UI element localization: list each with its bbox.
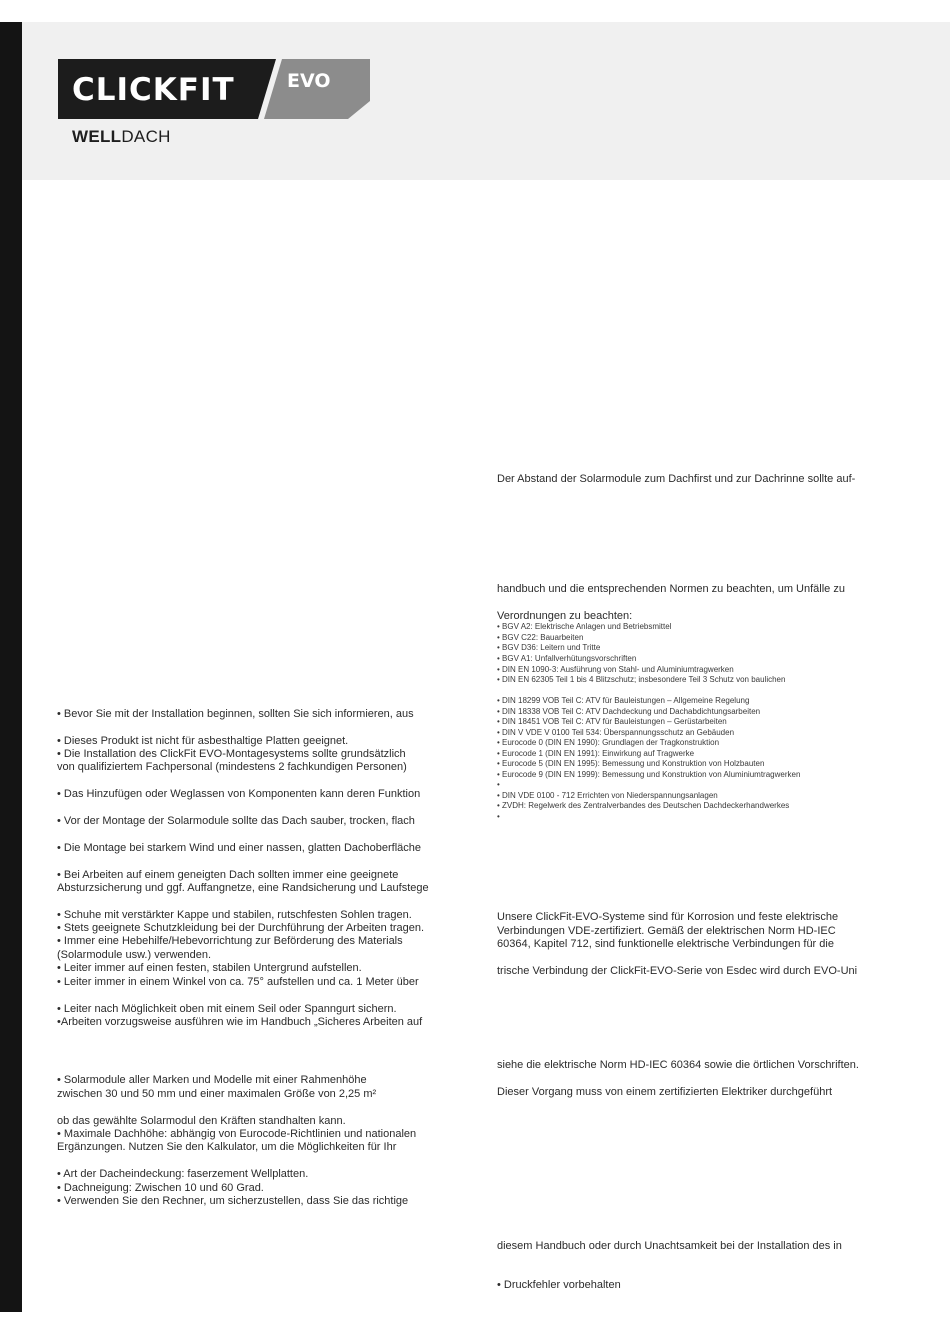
regulation-item: • DIN 18451 VOB Teil C: ATV für Bauleistungen – Gerüstarbeiten: [497, 717, 727, 726]
logo-badge: EVO: [287, 70, 331, 92]
regulation-item: • BGV A2: Elektrische Anlagen und Betriebsmittel: [497, 622, 672, 631]
regulation-item: • BGV A1: Unfallverhütungsvorschriften: [497, 654, 637, 663]
left-text-line: • Die Montage bei starkem Wind und einer nassen, glatten Dachoberfläche: [57, 842, 421, 854]
regulation-item: •: [497, 812, 500, 821]
left-text-line: Ergänzungen. Nutzen Sie den Kalkulator, um die Möglichkeiten für Ihr: [57, 1141, 397, 1153]
regulation-item: • Eurocode 9 (DIN EN 1999): Bemessung und Konstruktion von Aluminiumtragwerken: [497, 770, 801, 779]
left-text-line: • Die Installation des ClickFit EVO-Montagesystems sollte grundsätzlich: [57, 748, 406, 760]
regulation-item: • DIN VDE 0100 - 712 Errichten von Niederspannungsanlagen: [497, 791, 718, 800]
subtitle-regular: DACH: [121, 127, 171, 146]
regulation-item: • BGV D36: Leitern und Tritte: [497, 643, 601, 652]
regulation-item: • ZVDH: Regelwerk des Zentralverbandes des Deutschen Dachdeckerhandwerkes: [497, 801, 790, 810]
subtitle-bold: WELL: [72, 127, 122, 146]
misprint-note: • Druckfehler vorbehalten: [497, 1279, 621, 1291]
clickfit-evo-logo: [58, 59, 370, 119]
left-text-line: Absturzsicherung und ggf. Auffangnetze, eine Randsicherung und Laufstege: [57, 882, 429, 894]
left-edge-bar: [0, 22, 22, 1312]
left-text-line: • Dieses Produkt ist nicht für asbesthaltige Platten geeignet.: [57, 735, 349, 747]
left-text-line: (Solarmodule usw.) verwenden.: [57, 949, 212, 961]
distance-note: Der Abstand der Solarmodule zum Dachfirst und zur Dachrinne sollte auf-: [497, 473, 856, 485]
product-subtitle: [72, 127, 171, 147]
left-text-line: • Maximale Dachhöhe: abhängig von Eurocode-Richtlinien und nationalen: [57, 1128, 417, 1140]
left-text-line: • Bevor Sie mit der Installation beginnen, sollten Sie sich informieren, aus: [57, 708, 414, 720]
regulation-item: • BGV C22: Bauarbeiten: [497, 633, 584, 642]
left-text-line: • Verwenden Sie den Rechner, um sicherzustellen, dass Sie das richtige: [57, 1195, 409, 1207]
left-text-line: • Schuhe mit verstärkter Kappe und stabilen, rutschfesten Sohlen tragen.: [57, 909, 412, 921]
regulation-item: • DIN EN 62305 Teil 1 bis 4 Blitzschutz; insbesondere Teil 3 Schutz von baulichen: [497, 675, 786, 684]
left-text-line: ob das gewählte Solarmodul den Kräften standhalten kann.: [57, 1115, 346, 1127]
header-band: [22, 22, 950, 180]
regulation-item: •: [497, 780, 500, 789]
liability-note: diesem Handbuch oder durch Unachtsamkeit bei der Installation des in: [497, 1240, 842, 1252]
left-text-line: • Immer eine Hebehilfe/Hebevorrichtung zur Beförderung des Materials: [57, 935, 403, 947]
left-text-line: • Stets geeignete Schutzkleidung bei der Durchführung der Arbeiten tragen.: [57, 922, 425, 934]
regulation-item: • Eurocode 5 (DIN EN 1995): Bemessung und Konstruktion von Holzbauten: [497, 759, 765, 768]
corrosion-line: 60364, Kapitel 712, sind funktionelle elektrische Verbindungen für die: [497, 938, 834, 950]
left-text-line: zwischen 30 und 50 mm und einer maximalen Größe von 2,25 m²: [57, 1088, 377, 1100]
regulation-item: • Eurocode 0 (DIN EN 1990): Grundlagen der Tragkonstruktion: [497, 738, 720, 747]
left-text-line: •Arbeiten vorzugsweise ausführen wie im Handbuch „Sicheres Arbeiten auf: [57, 1016, 423, 1028]
regulation-item: • Eurocode 1 (DIN EN 1991): Einwirkung auf Tragwerke: [497, 749, 695, 758]
left-text-line: • Art der Dacheindeckung: faserzement Wellplatten.: [57, 1168, 309, 1180]
left-text-line: • Leiter nach Möglichkeit oben mit einem Seil oder Spanngurt sichern.: [57, 1003, 397, 1015]
manual-note: handbuch und die entsprechenden Normen zu beachten, um Unfälle zu: [497, 583, 845, 595]
left-text-line: von qualifiziertem Fachpersonal (mindestens 2 fachkundigen Personen): [57, 761, 407, 773]
left-text-line: • Vor der Montage der Solarmodule sollte das Dach sauber, trocken, flach: [57, 815, 415, 827]
corrosion-line: Verbindungen VDE-zertifiziert. Gemäß der elektrischen Norm HD-IEC: [497, 925, 836, 937]
regulations-heading: Verordnungen zu beachten:: [497, 610, 633, 622]
regulation-item: • DIN V VDE V 0100 Teil 534: Überspannungsschutz an Gebäuden: [497, 728, 735, 737]
regulation-item: • DIN 18338 VOB Teil C: ATV Dachdeckung und Dachabdichtungsarbeiten: [497, 707, 761, 716]
left-text-line: • Dachneigung: Zwischen 10 und 60 Grad.: [57, 1182, 264, 1194]
evo-connection-note: trische Verbindung der ClickFit-EVO-Serie von Esdec wird durch EVO-Uni: [497, 965, 858, 977]
norm-note: siehe die elektrische Norm HD-IEC 60364 sowie die örtlichen Vorschriften.: [497, 1059, 859, 1071]
regulation-item: • DIN 18299 VOB Teil C: ATV für Bauleistungen – Allgemeine Regelung: [497, 696, 750, 705]
logo-text: CLICKFIT: [72, 72, 235, 108]
corrosion-line: Unsere ClickFit-EVO-Systeme sind für Korrosion und feste elektrische: [497, 911, 839, 923]
regulation-item: • DIN EN 1090-3: Ausführung von Stahl- und Aluminiumtragwerken: [497, 665, 734, 674]
left-text-line: • Leiter immer auf einen festen, stabilen Untergrund aufstellen.: [57, 962, 362, 974]
electrician-note: Dieser Vorgang muss von einem zertifizierten Elektriker durchgeführt: [497, 1086, 833, 1098]
left-text-line: • Bei Arbeiten auf einem geneigten Dach sollten immer eine geeignete: [57, 869, 399, 881]
left-text-line: • Solarmodule aller Marken und Modelle mit einer Rahmenhöhe: [57, 1074, 367, 1086]
left-text-line: • Das Hinzufügen oder Weglassen von Komponenten kann deren Funktion: [57, 788, 421, 800]
left-text-line: • Leiter immer in einem Winkel von ca. 75° aufstellen und ca. 1 Meter über: [57, 976, 419, 988]
